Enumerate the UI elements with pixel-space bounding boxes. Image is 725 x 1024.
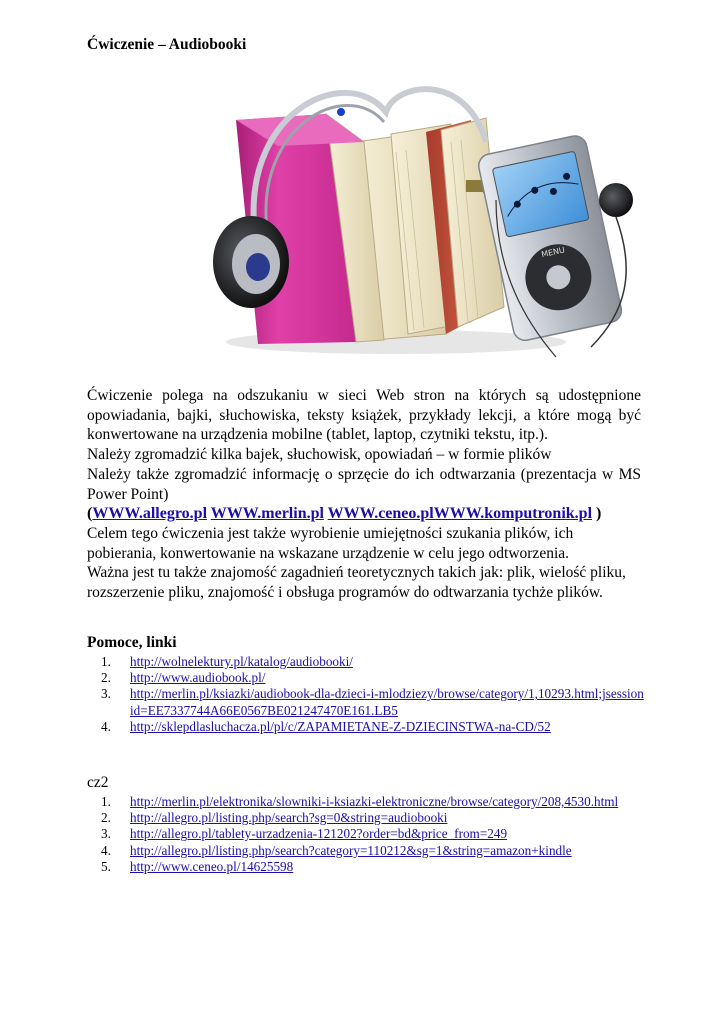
link-allegro-kindle[interactable]: http://allegro.pl/listing.php/search?category=110212&sg=1&string=amazon+kindle	[130, 842, 572, 858]
link-sklepdlasluchacza[interactable]: http://sklepdlasluchacza.pl/pl/c/ZAPAMIETANE-Z-DZIECINSTWA-na-CD/52	[130, 718, 551, 734]
websites-line	[87, 504, 641, 524]
link-ceneo-komputronik[interactable]: WWW.ceneo.plWWW.komputronik.pl	[327, 505, 593, 523]
list-item: 1. http://wolnelektury.pl/katalog/audiobooki/	[101, 654, 353, 669]
link-merlin-elektronika[interactable]: http://merlin.pl/elektronika/slowniki-i-ksiazki-elektroniczne/browse/category/208,4530.html	[130, 794, 619, 809]
section-heading-part2: cz2	[87, 774, 109, 791]
list-item: 4. http://sklepdlasluchacza.pl/pl/c/ZAPAMIETANE-Z-DZIECINSTWA-na-CD/52	[101, 718, 551, 734]
list-item: 2. http://allegro.pl/listing.php/search?sg=0&string=audiobooki	[101, 810, 448, 826]
link-allegro-audiobooki[interactable]: http://allegro.pl/listing.php/search?sg=0&string=audiobooki	[130, 810, 448, 826]
link-allegro[interactable]: WWW.allegro.pl	[92, 505, 208, 523]
part2-links-list	[87, 794, 647, 875]
link-merlin[interactable]: WWW.merlin.pl	[210, 505, 324, 523]
list-item: 5. http://www.ceneo.pl/14625598	[101, 858, 294, 874]
link-ceneo[interactable]: http://www.ceneo.pl/14625598	[130, 858, 294, 874]
paragraph-description: Ćwiczenie polega na odszukaniu w sieci Web stron na których są udostępnione opowiadania, bajki, słuchowiska, teksty książek, przykłady lekcji, a które mogą być konwertowane na urządzenia mobilne (tablet, laptop, czytniki tekstu, itp.).	[87, 387, 641, 444]
list-item: 1. http://merlin.pl/elektronika/slowniki-i-ksiazki-elektroniczne/browse/category/208,4530.html	[101, 794, 619, 809]
paren-open: (	[87, 505, 93, 523]
list-item: 2. http://www.audiobook.pl/	[101, 670, 266, 686]
link-audiobook[interactable]: http://www.audiobook.pl/	[130, 670, 266, 686]
paragraph-goal: Celem tego ćwiczenia jest także wyrobienie umiejętności szukania plików, ich pobierania, konwertowanie na wskazane urządzenie w celu jego odtworzenia.	[87, 524, 574, 562]
books-headphones-illustration	[196, 72, 646, 364]
list-item: 3. http://allegro.pl/tablety-urzadzenia-121202?order=bd&price_from=249	[101, 826, 508, 842]
resource-links-list	[87, 654, 647, 735]
svg-text:MENU: MENU	[540, 245, 566, 260]
paragraph-collect-hardware: Należy także zgromadzić informację o sprzęcie do ich odtwarzania (prezentacja w MS Power Point)	[87, 465, 641, 503]
main-text	[87, 386, 641, 603]
link-allegro-tablety[interactable]: http://allegro.pl/tablety-urzadzenia-121202?order=bd&price_from=249	[130, 826, 508, 842]
paren-close: )	[592, 505, 602, 523]
list-item: 4. http://allegro.pl/listing.php/search?category=110212&sg=1&string=amazon+kindle	[101, 842, 572, 858]
paragraph-collect-stories: Należy zgromadzić kilka bajek, słuchowisk, opowiadań – w formie plików	[87, 446, 552, 464]
paragraph-theory: Ważna jest tu także znajomość zagadnień teoretycznych takich jak: plik, wielość pliku, rozszerzenie pliku, znajomość i obsługa programów do odtwarzania tychże plików.	[87, 564, 626, 602]
list-item: 3. http://merlin.pl/ksiazki/audiobook-dla-dzieci-i-mlodziezy/browse/category/1,10293.html;jsessionid=EE7337744A66E0567BE021247470E161.LB5	[101, 686, 644, 718]
link-merlin-audiobook[interactable]: http://merlin.pl/ksiazki/audiobook-dla-dzieci-i-mlodziezy/browse/category/1,10293.html;jsessionid=EE7337744A66E0567BE021247470E161.LB5	[130, 686, 644, 718]
page-title: Ćwiczenie – Audiobooki	[87, 36, 247, 53]
link-wolnelektury[interactable]: http://wolnelektury.pl/katalog/audiobooki/	[130, 654, 353, 669]
section-heading-resources: Pomoce, linki	[87, 634, 177, 651]
